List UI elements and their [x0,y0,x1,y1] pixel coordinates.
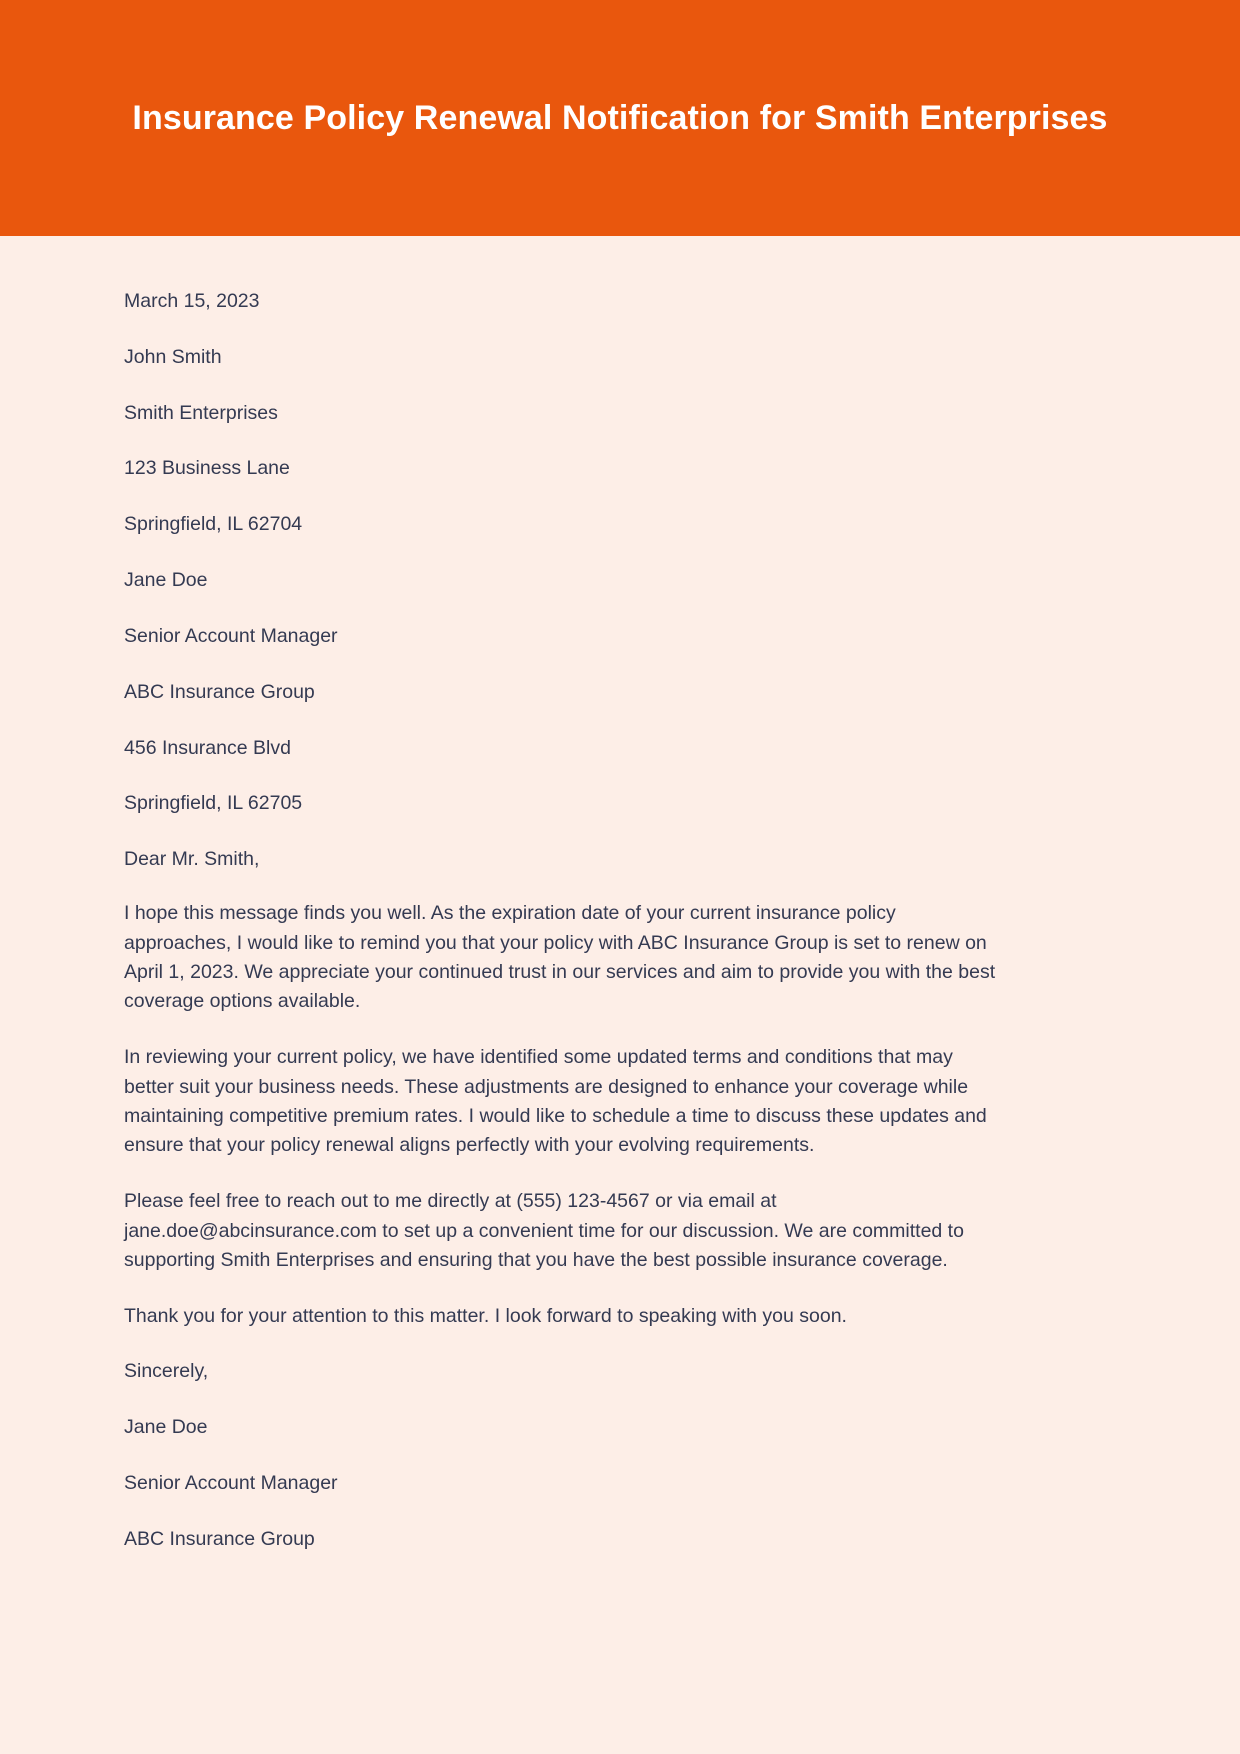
signature-title: Senior Account Manager [124,1472,338,1495]
body-paragraph-3: Please feel free to reach out to me directly at (555) 123-4567 or via email at jane.doe@abcinsurance.com to set up a convenient time for our discussion. We are committed to supporting Smith Enterprises and ensuring that you have the best possible insurance coverage. [124,1190,964,1271]
recipient-name: John Smith [124,345,222,368]
page-title: Insurance Policy Renewal Notification for Smith Enterprises [132,98,1108,137]
letter-body [0,236,1240,1642]
sender-name: Jane Doe [124,569,208,592]
letter-header-banner [0,0,1240,236]
closing: Sincerely, [124,1360,209,1383]
body-paragraph-4: Thank you for your attention to this matter. I look forward to speaking with you soon. [124,1305,847,1328]
body-paragraph-2: In reviewing your current policy, we have identified some updated terms and conditions that may better suit your business needs. These adjustments are designed to enhance your coverage while maintaining competitive premium rates. I would like to schedule a time to discuss these updates and ensure that your policy renewal aligns perfectly with your evolving requirements. [124,1046,987,1157]
recipient-company: Smith Enterprises [124,401,278,424]
recipient-city-state-zip: Springfield, IL 62704 [124,513,303,536]
sender-street: 456 Insurance Blvd [124,736,291,759]
sender-company: ABC Insurance Group [124,680,315,703]
sender-city-state-zip: Springfield, IL 62705 [124,792,303,815]
signature-company: ABC Insurance Group [124,1527,315,1550]
sender-title: Senior Account Manager [124,624,338,647]
signature-name: Jane Doe [124,1416,208,1439]
recipient-street: 123 Business Lane [124,457,290,480]
body-paragraph-1: I hope this message finds you well. As the expiration date of your current insurance policy approaches, I would like to remind you that your policy with ABC Insurance Group is set to renew on April 1, 2023. We appreciate your continued trust in our services and aim to provide you with the best coverage options available. [124,902,996,1013]
signature-block [124,1358,1116,1552]
letter-date: March 15, 2023 [124,290,260,312]
salutation: Dear Mr. Smith, [124,848,260,871]
